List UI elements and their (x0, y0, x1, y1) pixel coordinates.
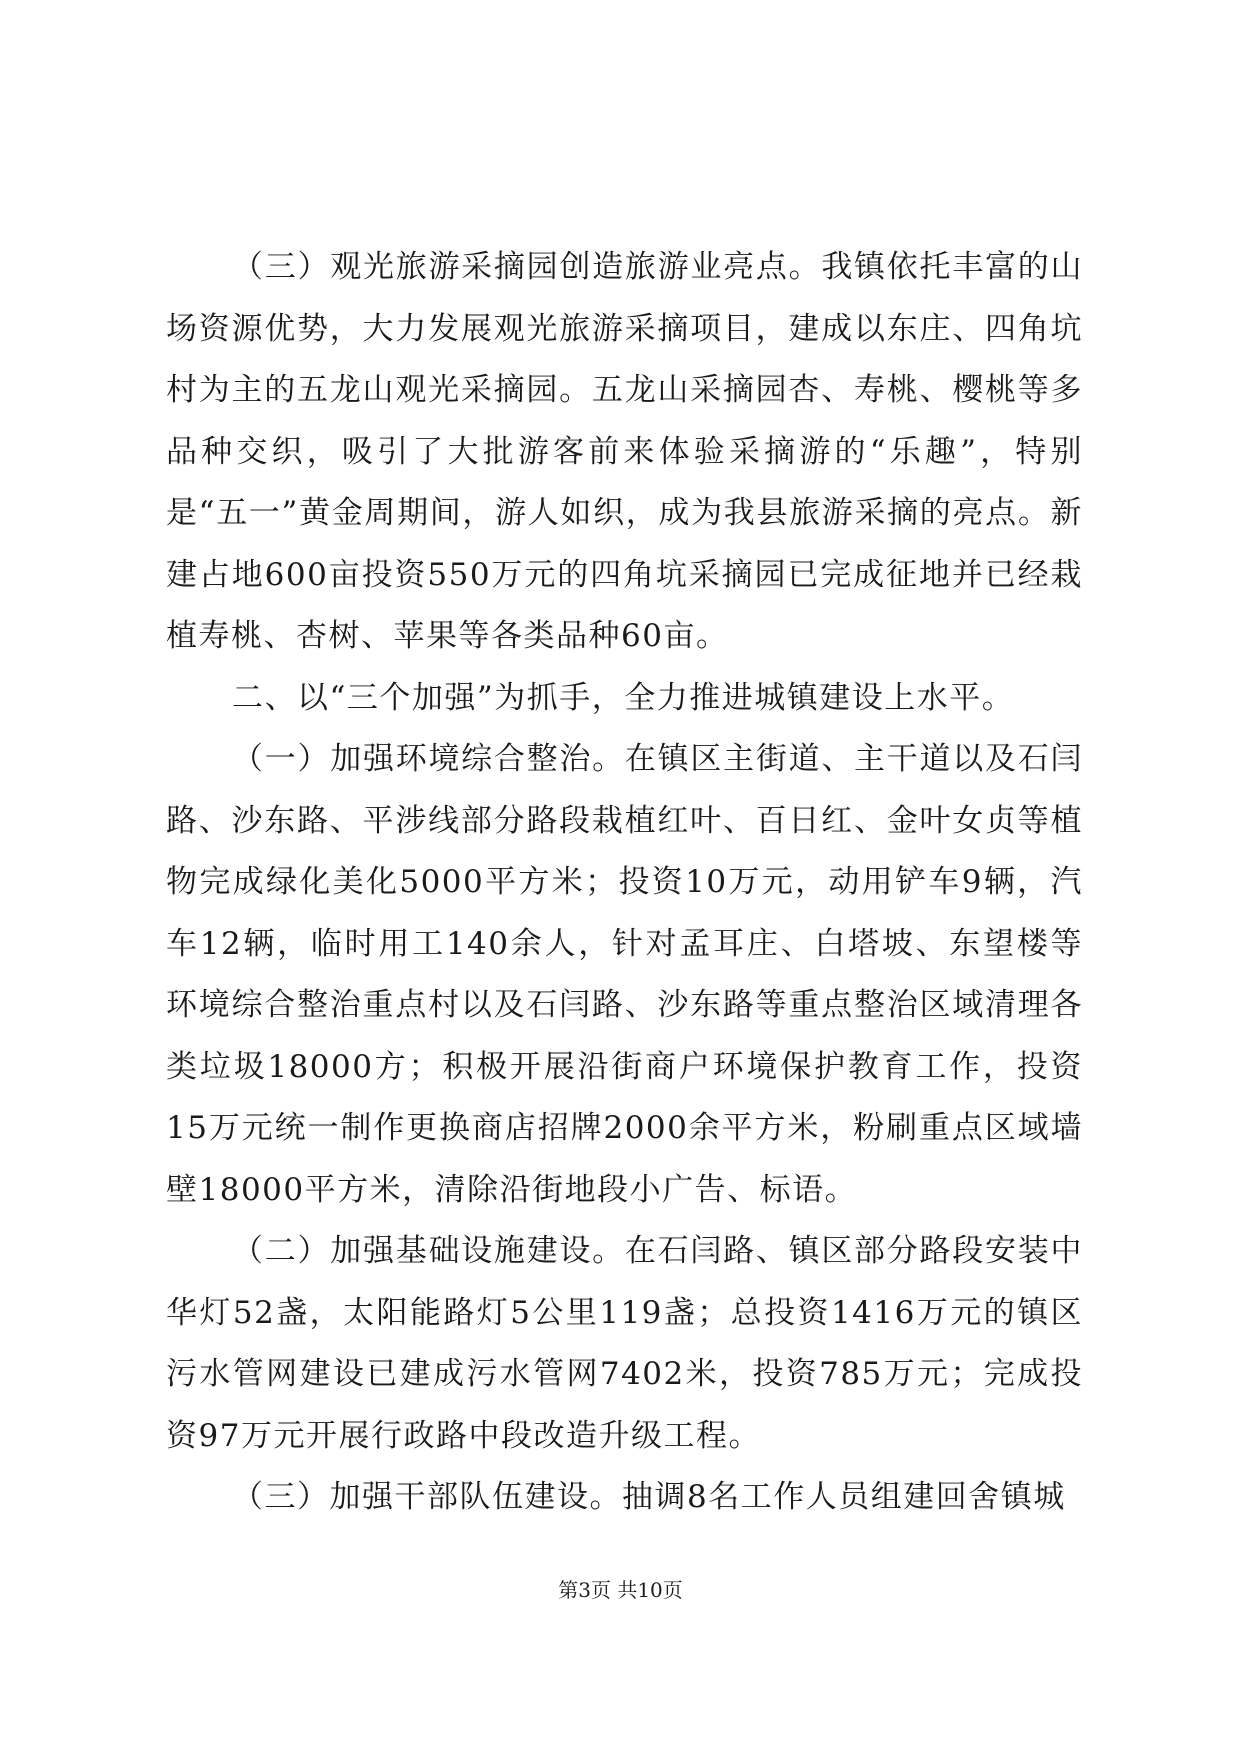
paragraph-infrastructure: （二）加强基础设施建设。在石闫路、镇区部分路段安装中华灯52盏，太阳能路灯5公里119盏；总投资1416万元的镇区污水管网建设已建成污水管网7402米，投资785万元；完成投资97万元开展行政路中段改造升级工程。 (166, 1233, 1083, 1454)
paragraph-cadre-team: （三）加强干部队伍建设。抽调8名工作人员组建回舍镇城 (232, 1479, 1066, 1515)
paragraph-environment-improvement: （一）加强环境综合整治。在镇区主街道、主干道以及石闫路、沙东路、平涉线部分路段栽植红叶、百日红、金叶女贞等植物完成绿化美化5000平方米；投资10万元，动用铲车9辆，汽车12辆，临时用工140余人，针对孟耳庄、白塔坡、东望楼等环境综合整治重点村以及石闫路、沙东路等重点整治区域清理各类垃圾18000方；积极开展沿街商户环境保护教育工作，投资15万元统一制作更换商店招牌2000余平方米，粉刷重点区域墙壁18000平方米，清除沿街地段小广告、标语。 (166, 741, 1083, 1208)
paragraph-tourism-picking-garden: （三）观光旅游采摘园创造旅游业亮点。我镇依托丰富的山场资源优势，大力发展观光旅游采摘项目，建成以东庄、四角坑村为主的五龙山观光采摘园。五龙山采摘园杏、寿桃、樱桃等多品种交织，吸引了大批游客前来体验采摘游的“乐趣”，特别是“五一”黄金周期间，游人如织，成为我县旅游采摘的亮点。新建占地600亩投资550万元的四角坑采摘园已完成征地并已经栽植寿桃、杏树、苹果等各类品种60亩。 (166, 249, 1083, 654)
paragraph-section-two-heading: 二、以“三个加强”为抓手，全力推进城镇建设上水平。 (232, 679, 1015, 716)
page-footer: 第3页 共10页 (558, 1578, 683, 1602)
document-body (166, 237, 1083, 1529)
